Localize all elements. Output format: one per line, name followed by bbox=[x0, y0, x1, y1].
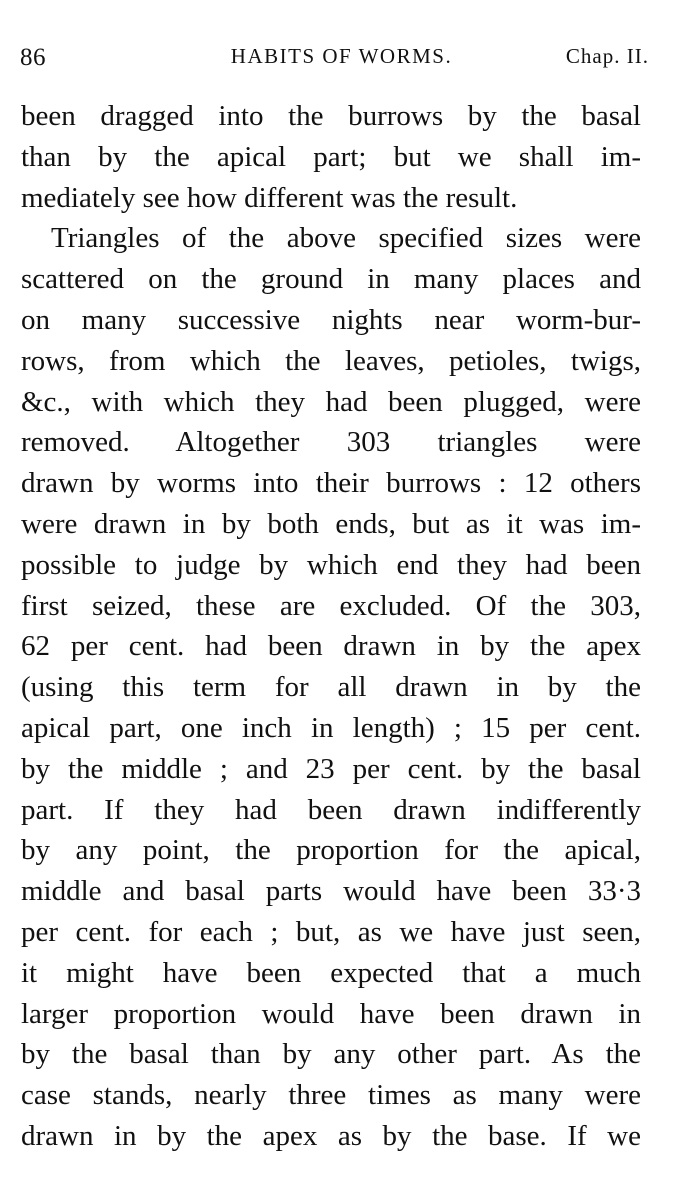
text-line: per cent. for each ; but, as we have just seen, bbox=[21, 915, 641, 948]
text-line: possible to judge by which end they had been bbox=[21, 548, 641, 581]
text-line: middle and basal parts would have been 33·3 bbox=[21, 875, 641, 908]
text-line: mediately see how different was the result. bbox=[21, 181, 518, 214]
text-line: 62 per cent. had been drawn in by the apex bbox=[21, 630, 641, 663]
text-line: part. If they had been drawn indifferently bbox=[21, 793, 641, 826]
page-number: 86 bbox=[20, 44, 46, 71]
text-line: (using this term for all drawn in by the bbox=[21, 671, 641, 704]
text-line: apical part, one inch in length) ; 15 per cent. bbox=[21, 711, 641, 744]
text-line: on many successive nights near worm-bur- bbox=[21, 303, 641, 336]
text-line: case stands, nearly three times as many were bbox=[21, 1079, 641, 1112]
text-line: by the middle ; and 23 per cent. by the basal bbox=[21, 752, 641, 785]
text-line: first seized, these are excluded. Of the 303, bbox=[21, 589, 641, 622]
text-line: been dragged into the burrows by the basal bbox=[21, 100, 641, 132]
text-line: were drawn in by both ends, but as it was im- bbox=[21, 507, 641, 540]
chapter-label: Chap. II. bbox=[565, 44, 649, 68]
text-line: it might have been expected that a much bbox=[21, 956, 641, 989]
text-line: drawn in by the apex as by the base. If we bbox=[21, 1119, 641, 1152]
text-line: scattered on the ground in many places and bbox=[21, 263, 641, 296]
text-line: &c., with which they had been plugged, were bbox=[21, 385, 641, 418]
running-head bbox=[20, 44, 649, 74]
running-title: HABITS OF WORMS. bbox=[230, 44, 453, 68]
body-text bbox=[21, 96, 641, 1157]
text-line: by any point, the proportion for the apical, bbox=[21, 834, 641, 867]
text-line: drawn by worms into their burrows : 12 others bbox=[21, 467, 641, 500]
text-line: by the basal than by any other part. As the bbox=[21, 1038, 641, 1071]
paragraph-start-line: Triangles of the above specified sizes were bbox=[51, 222, 641, 255]
text-line: than by the apical part; but we shall im- bbox=[21, 140, 641, 173]
text-line: larger proportion would have been drawn in bbox=[21, 997, 641, 1030]
text-line: rows, from which the leaves, petioles, twigs, bbox=[21, 344, 641, 377]
text-line: removed. Altogether 303 triangles were bbox=[21, 426, 641, 459]
